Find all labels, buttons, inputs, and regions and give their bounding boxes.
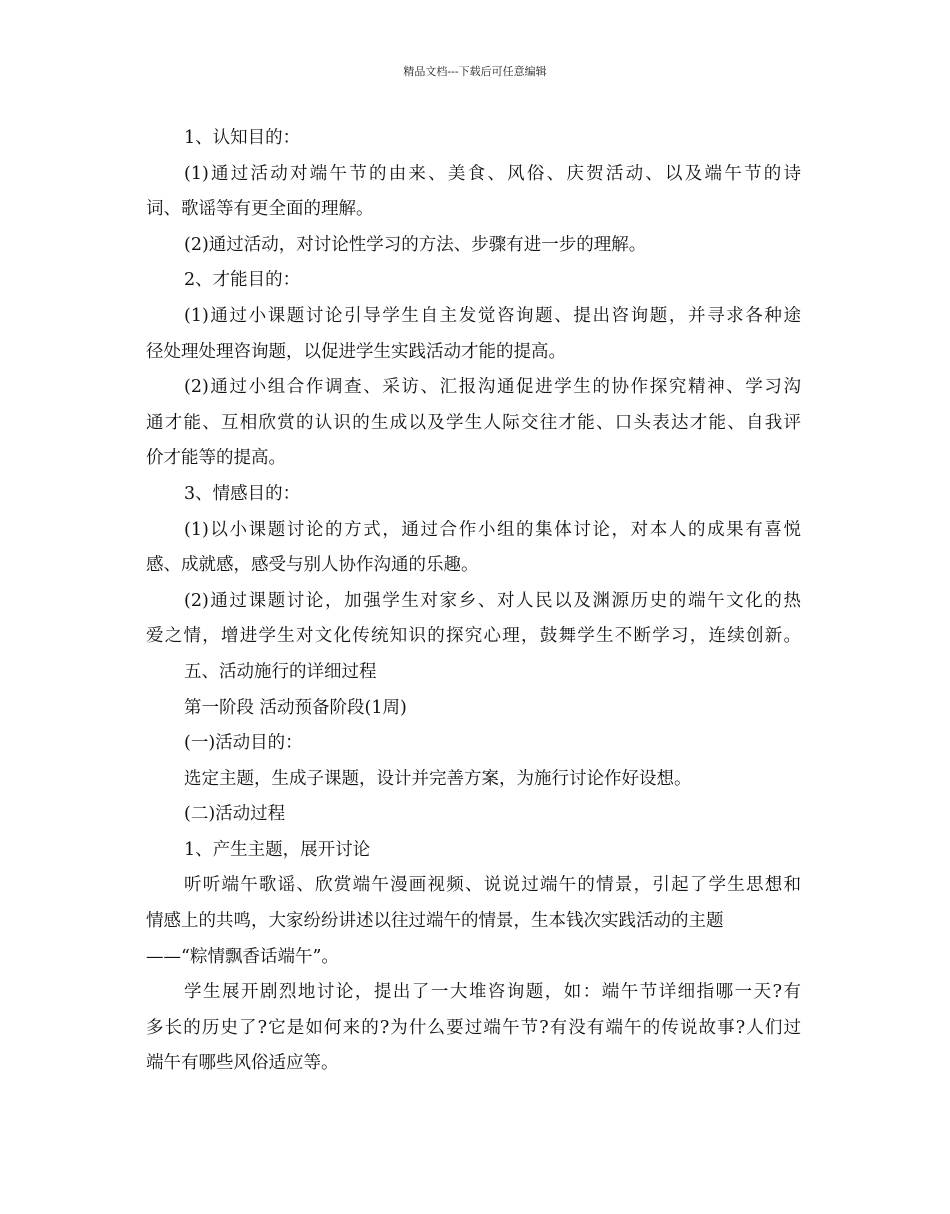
paragraph-line: 听听端午歌谣、欣赏端午漫画视频、说说过端午的情景，引起了学生思想和	[184, 875, 801, 896]
paragraph-line: (2)通过小组合作调查、采访、汇报沟通促进学生的协作探究精神、学习沟	[184, 377, 801, 398]
heading-cognitive-goals: 1、认知目的：	[184, 128, 301, 148]
paragraph-line: 词、歌谣等有更全面的理解。	[146, 199, 374, 220]
heading-ability-goals: 2、才能目的：	[184, 270, 301, 291]
paragraph-line: 选定主题，生成子课题，设计并完善方案，为施行讨论作好设想。	[184, 768, 692, 789]
paragraph-line: (2)通过活动，对讨论性学习的方法、步骤有进一步的理解。	[184, 234, 647, 255]
section-heading: 五、活动施行的详细过程	[184, 661, 377, 682]
paragraph-line: (1)通过活动对端午节的由来、美食、风俗、庆贺活动、以及端午节的诗	[184, 163, 801, 184]
paragraph-line: (2)通过课题讨论，加强学生对家乡、对人民以及渊源历史的端午文化的热	[184, 590, 801, 611]
subheading: 1、产生主题，展开讨论	[184, 839, 371, 860]
heading-emotional-goals: 3、情感目的：	[184, 483, 301, 504]
paragraph-line: 径处理处理咨询题，以促进学生实践活动才能的提高。	[146, 341, 566, 362]
subheading: (一)活动目的：	[184, 733, 303, 754]
stage-heading: 第一阶段 活动预备阶段(1周)	[184, 697, 407, 718]
paragraph-line: 爱之情，增进学生对文化传统知识的探究心理，鼓舞学生不断学习，连续创新。	[146, 626, 801, 647]
subheading: (二)活动过程	[184, 804, 286, 825]
paragraph-line: ——“粽情飘香话端午”。	[146, 946, 339, 967]
page-header: 精品文档---下载后可任意编辑	[403, 65, 547, 78]
paragraph-line: 情感上的共鸣，大家纷纷讲述以往过端午的情景，生本钱次实践活动的主题	[146, 911, 724, 932]
paragraph-line: 价才能等的提高。	[146, 448, 286, 469]
paragraph-line: 感、成就感，感受与别人协作沟通的乐趣。	[146, 555, 479, 576]
paragraph-line: (1)通过小课题讨论引导学生自主发觉咨询题、提出咨询题，并寻求各种途	[184, 305, 801, 326]
paragraph-line: 学生展开剧烈地讨论，提出了一大堆咨询题，如：端午节详细指哪一天?有	[184, 982, 801, 1003]
paragraph-line: 多长的历史了?它是如何来的?为什么要过端午节?有没有端午的传说故事?人们过	[146, 1017, 801, 1038]
paragraph-line: 通才能、互相欣赏的认识的生成以及学生人际交往才能、口头表达才能、自我评	[146, 412, 801, 433]
document-body	[146, 121, 806, 1082]
paragraph-line: 端午有哪些风俗适应等。	[146, 1053, 339, 1074]
paragraph-line: (1)以小课题讨论的方式，通过合作小组的集体讨论，对本人的成果有喜悦	[184, 519, 801, 540]
